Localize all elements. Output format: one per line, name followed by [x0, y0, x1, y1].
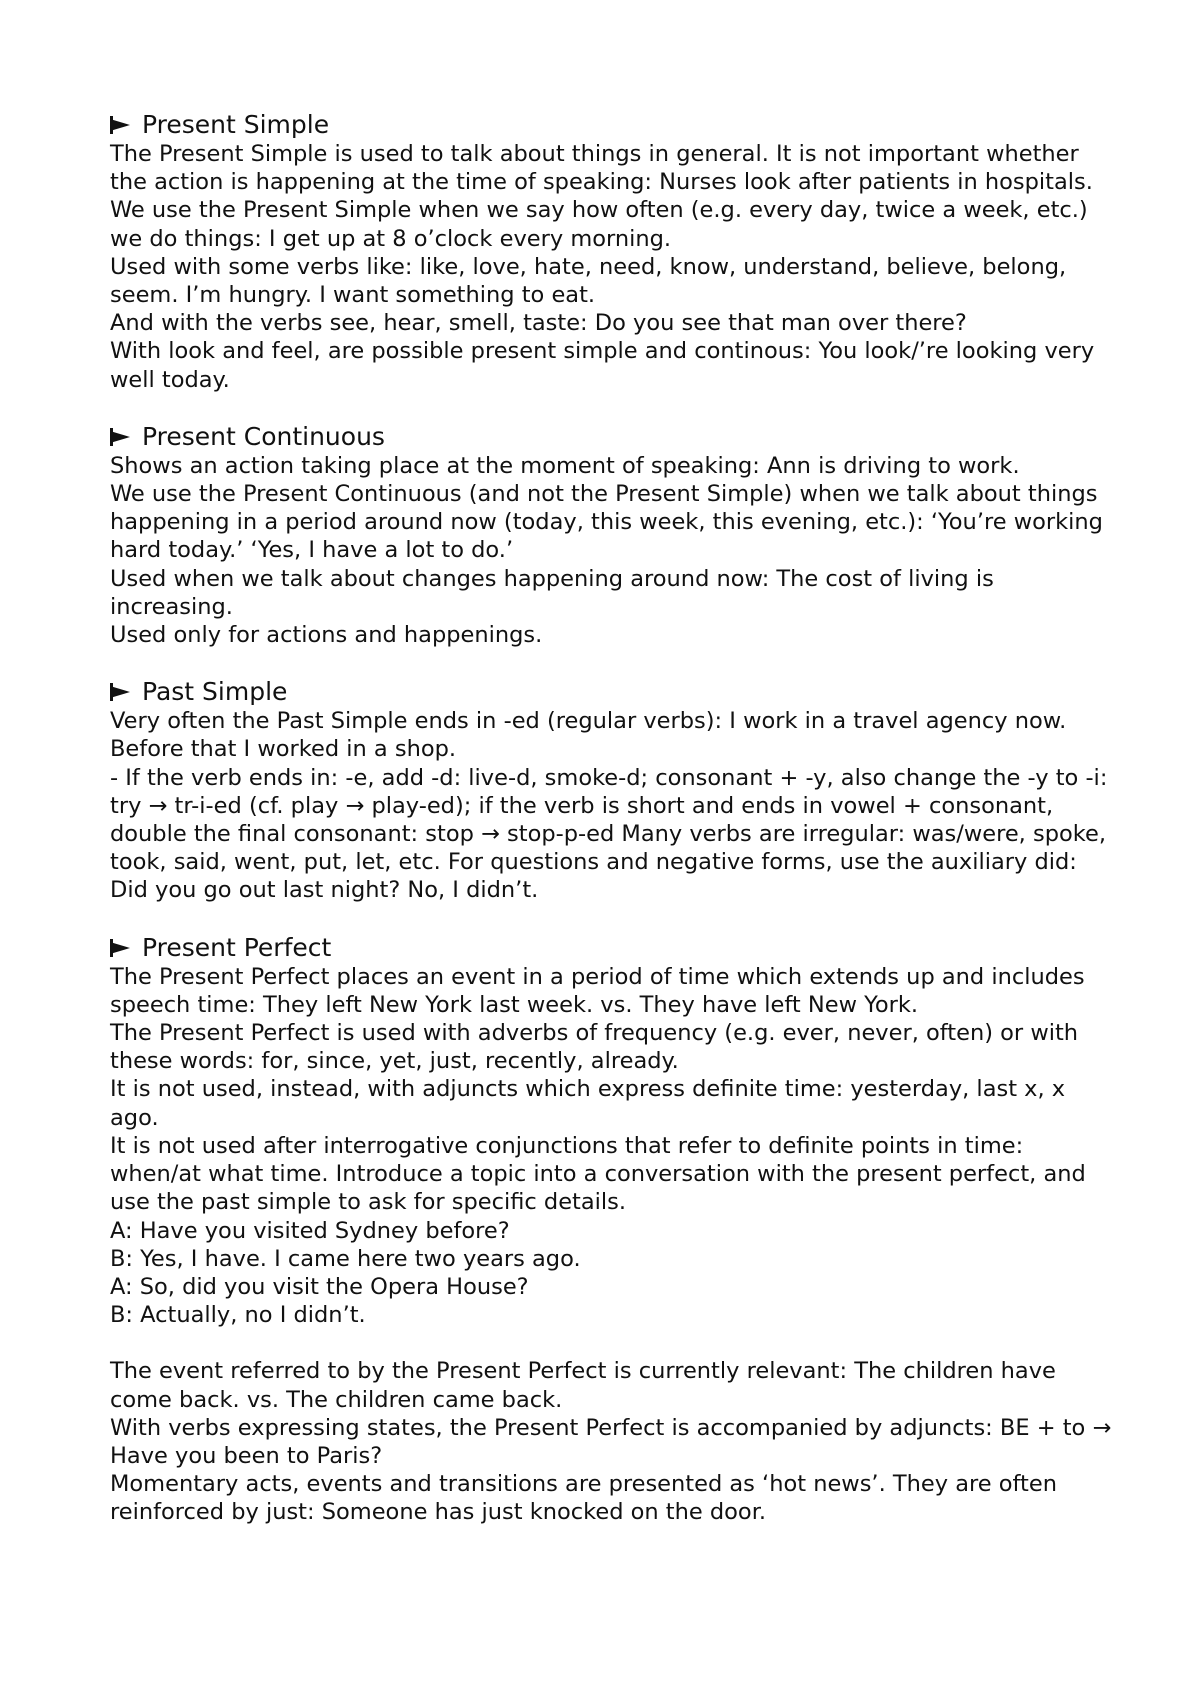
section-heading — [110, 110, 1120, 140]
arrow-bullet-icon — [110, 430, 130, 444]
heading-text: Present Simple — [142, 110, 330, 139]
section-heading — [110, 677, 1120, 707]
arrow-bullet-icon — [110, 941, 130, 955]
dialogue-line: B: Actually, no I didn’t. — [110, 1302, 366, 1329]
paragraph: Very often the Past Simple ends in -ed (regular verbs): I work in a travel agency now. Before that I worked in a shop. — [110, 708, 1067, 763]
section-heading — [110, 933, 1120, 963]
paragraph: Used when we talk about changes happening around now: The cost of living is increasing. — [110, 565, 994, 620]
paragraph: It is not used, instead, with adjuncts which express definite time: yesterday, last x, x ago. — [110, 1076, 1066, 1131]
heading-text: Present Perfect — [142, 932, 332, 962]
arrow-bullet-icon — [110, 118, 130, 132]
paragraph-gap — [110, 1329, 1120, 1357]
paragraph: With look and feel, are possible present simple and continous: You look/’re looking very well today. — [110, 338, 1095, 393]
paragraph: The Present Perfect places an event in a period of time which extends up and includes speech time: They left New York last week. vs. They have left New York. — [110, 963, 1085, 1018]
heading-text: Past Simple — [142, 677, 288, 707]
arrow-bullet-icon — [110, 685, 130, 699]
paragraph: Momentary acts, events and transitions are presented as ‘hot news’. They are often reinforced by just: Someone has just knocked on the door. — [110, 1471, 1057, 1526]
paragraph: Used only for actions and happenings. — [110, 622, 543, 649]
paragraph: Used with some verbs like: like, love, hate, need, know, understand, believe, belong, seem. I’m hungry. I want something to eat. — [110, 253, 1067, 309]
section-present-perfect — [110, 933, 1120, 1527]
paragraph: We use the Present Continuous (and not the Present Simple) when we talk about things happening in a period around now (today, this week, this evening, etc.): ‘You’re working hard today.’ ‘Yes, I have a lot to do.’ — [110, 481, 1103, 564]
paragraph: With verbs expressing states, the Present Perfect is accompanied by adjuncts: BE + to → Have you been to Paris? — [110, 1414, 1112, 1469]
paragraph: The Present Perfect is used with adverbs of frequency (e.g. ever, never, often) or with these words: for, since, yet, just, recently, already. — [110, 1020, 1079, 1075]
section-present-continuous — [110, 422, 1120, 649]
dialogue-line: A: Have you visited Sydney before? — [110, 1217, 510, 1244]
section-past-simple — [110, 677, 1120, 904]
paragraph: The event referred to by the Present Perfect is currently relevant: The children have come back. vs. The children came back. — [110, 1358, 1056, 1413]
dialogue-line: B: Yes, I have. I came here two years ago. — [110, 1245, 581, 1272]
dialogue-line: A: So, did you visit the Opera House? — [110, 1273, 529, 1300]
paragraph: The Present Simple is used to talk about things in general. It is not important whether the action is happening at the time of speaking: Nurses look after patients in hospitals. — [110, 141, 1093, 196]
heading-text: Present Continuous — [142, 421, 385, 451]
paragraph: It is not used after interrogative conjunctions that refer to definite points in time: when/at what time. Introduce a topic into a conversation with the present perfect, and use the past simple to ask for specific details. — [110, 1132, 1086, 1216]
paragraph: We use the Present Simple when we say how often (e.g. every day, twice a week, etc.) we do things: I get up at 8 o’clock every morning. — [110, 197, 1088, 252]
paragraph: - If the verb ends in: -e, add -d: live-d, smoke-d; consonant + -y, also change the -y to -i: try → tr-i-ed (cf. play → play-ed); if the verb is short and ends in vowel + consonant, double the final consonant: stop → stop-p-ed Many verbs are irregular: was/were, spoke, took, said, went, put, let, etc. For questions and negative forms, use the auxiliary did: Did you go out last night? No, I didn’t. — [110, 764, 1108, 904]
document-page — [110, 110, 1120, 1555]
section-present-simple — [110, 110, 1120, 394]
paragraph: Shows an action taking place at the moment of speaking: Ann is driving to work. — [110, 452, 1020, 479]
paragraph: And with the verbs see, hear, smell, taste: Do you see that man over there? — [110, 310, 967, 337]
section-heading — [110, 422, 1120, 452]
